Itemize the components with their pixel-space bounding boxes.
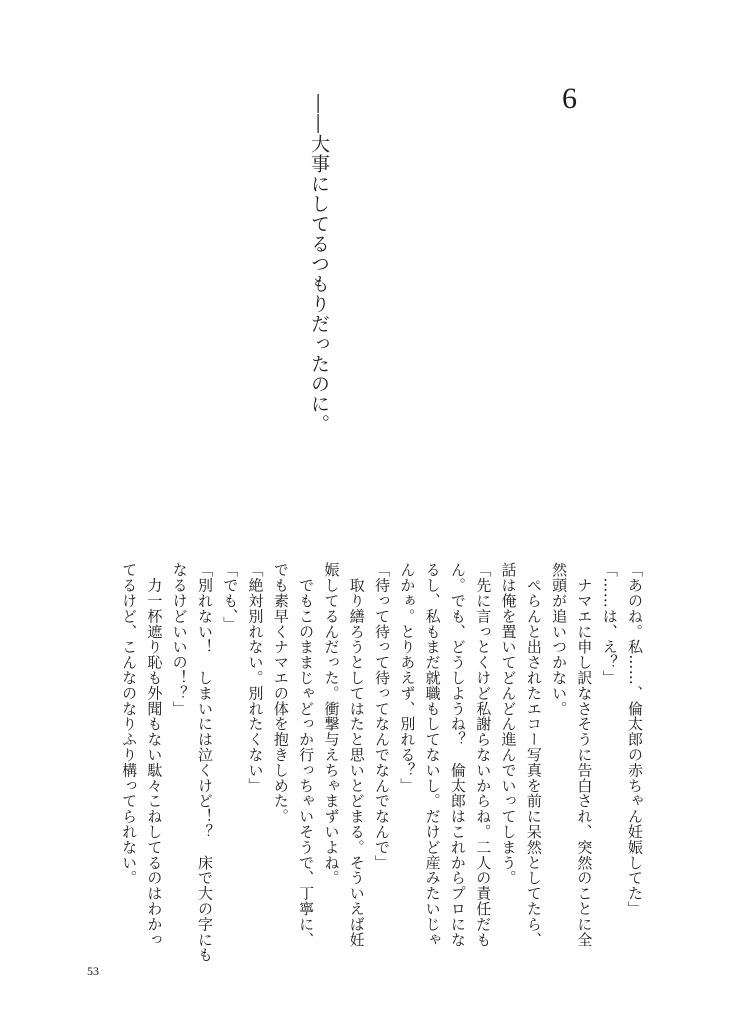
text-line: 「待って待って待ってなんでなんでなんで」: [373, 562, 392, 870]
text-line: ぺらんと出されたエコー写真を前に呆然としてたら、: [524, 562, 543, 947]
body-text: [120, 562, 647, 963]
text-line: でもこのままじゃどっか行っちゃいそうで、丁寧に、: [297, 562, 316, 947]
text-line: ナマエに申し訳なさそうに告白され、突然のことに全: [575, 562, 594, 947]
text-line: 話は俺を置いてどんどん進んでいってしまう。: [499, 562, 518, 886]
text-line: るし、私もまだ就職もしてないし。だけど産みたいじゃ: [423, 562, 442, 947]
chapter-epigraph: ――大事にしてるつもりだったのに。: [308, 94, 330, 434]
text-line: 「……は、え？」: [600, 562, 619, 686]
page-number: 53: [87, 964, 99, 978]
text-line: なるけどいいの！？」: [170, 562, 189, 716]
text-line: 「別れない！ しまいには泣くけど！？ 床で大の字にも: [195, 562, 214, 963]
text-line: 「絶対別れない。別れたくない」: [246, 562, 265, 793]
text-line: 然頭が追いつかない。: [550, 562, 569, 716]
text-line: 力一杯遮り恥も外聞もない駄々こねしてるのはわかっ: [145, 562, 164, 947]
text-line: ん。でも、どうしようね？ 倫太郎はこれからプロにな: [448, 562, 467, 947]
text-line: てるけど、こんなのなりふり構ってられない。: [120, 562, 139, 886]
text-line: でも素早くナマエの体を抱きしめた。: [271, 562, 290, 824]
text-line: 娠してるんだった。衝撃与えちゃまずいよね。: [322, 562, 341, 886]
text-line: 「先に言っとくけど私謝らないからね。二人の責任だも: [474, 562, 493, 947]
text-line: んかぁ。とりあえず、別れる？」: [398, 562, 417, 793]
text-line: 「でも、」: [221, 562, 240, 632]
text-line: 「あのね。私……、倫太郎の赤ちゃん妊娠してた」: [626, 562, 644, 917]
chapter-number: 6: [562, 82, 577, 115]
text-line: 取り繕ろうとしてはたと思いとどまる。そういえば妊: [347, 562, 366, 947]
